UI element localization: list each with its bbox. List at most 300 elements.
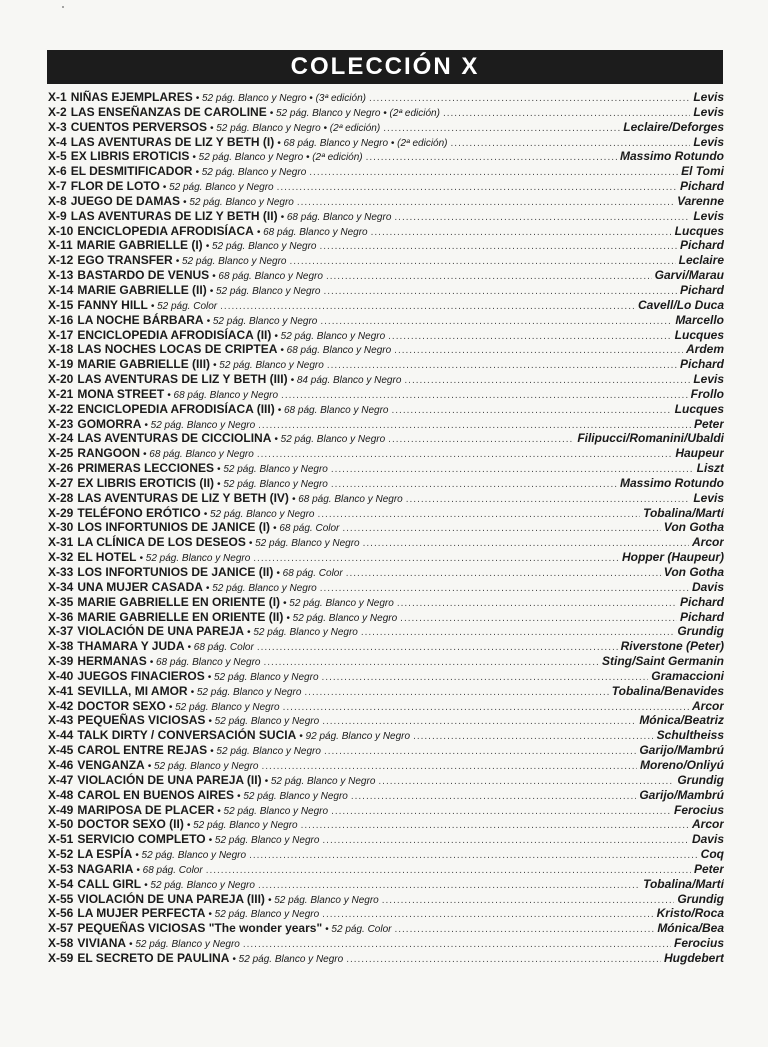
entry-code: X-17: [48, 327, 74, 342]
leader-dots: [304, 687, 608, 698]
entry-details: • 52 pág. Blanco y Negro: [168, 701, 280, 713]
leader-dots: [382, 895, 675, 906]
leader-dots: [257, 449, 672, 460]
entry-author: Massimo Rotundo: [620, 475, 724, 490]
entry-title: UNA MUJER CASADA: [77, 579, 203, 594]
entry-author: Massimo Rotundo: [620, 149, 724, 164]
entry-code: X-40: [48, 668, 74, 683]
catalog-entry: [48, 135, 724, 150]
entry-author: Schultheiss: [656, 728, 724, 743]
entry-author: Moreno/Onliyú: [640, 757, 724, 772]
leader-dots: [394, 924, 654, 935]
entry-details: • 68 pág. Blanco y Negro: [143, 449, 254, 461]
leader-dots: [220, 301, 635, 312]
leader-dots: [346, 568, 661, 579]
entry-details: • 52 pág. Blanco y Negro: [267, 894, 379, 906]
catalog-entry: [48, 238, 724, 253]
entry-title: LAS AVENTURAS DE LIZ Y BETH (IV): [77, 490, 289, 505]
catalog-entry: [48, 713, 724, 728]
entry-author: Arcor: [691, 817, 724, 832]
leader-dots: [392, 405, 672, 416]
entry-author: Leclaire/Deforges: [623, 119, 724, 134]
entry-code: X-19: [48, 357, 74, 372]
entry-details: • 52 pág. Blanco y Negro: [237, 790, 348, 802]
scan-speck: [62, 6, 64, 8]
entry-author: Peter: [693, 416, 724, 431]
entry-details: • 52 pág. Blanco y Negro: [283, 597, 394, 609]
entry-title: MARIE GABRIELLE (II): [77, 282, 207, 297]
leader-dots: [283, 702, 689, 713]
leader-dots: [363, 538, 689, 549]
catalog-entry: [48, 342, 724, 357]
entry-code: X-53: [48, 861, 74, 876]
entry-author: Pichard: [679, 609, 724, 624]
leader-dots: [331, 806, 671, 817]
leader-dots: [366, 152, 617, 163]
catalog-entry: [48, 328, 724, 343]
entry-title: ENCICLOPEDIA AFRODISÍACA: [77, 223, 254, 238]
entry-author: Tobalina/Benavides: [611, 683, 724, 698]
entry-code: X-13: [48, 268, 74, 283]
entry-details: • 68 pág. Blanco y Negro: [291, 493, 403, 505]
catalog-entry: [48, 253, 724, 268]
entry-details: • 52 pág. Blanco y Negro: [248, 538, 360, 550]
catalog-entry: [48, 164, 724, 179]
entry-author: Ferocius: [673, 936, 724, 951]
entry-author: Filipucci/Romanini/Ubaldi: [577, 431, 724, 446]
catalog-entry: [48, 402, 724, 417]
entry-details: • 68 pág. Color: [187, 642, 254, 654]
entry-code: X-23: [48, 416, 74, 431]
entry-details: • 68 pág. Blanco y Negro: [149, 657, 261, 669]
leader-dots: [394, 212, 690, 223]
entry-code: X-20: [48, 372, 74, 387]
entry-author: Lucques: [674, 327, 724, 342]
catalog-entry: [48, 951, 724, 966]
entry-author: Pichard: [679, 357, 724, 372]
entry-title: VIOLACIÓN DE UNA PAREJA (II): [77, 772, 262, 787]
entry-title: DOCTOR SEXO: [77, 698, 166, 713]
entry-author: Riverstone (Peter): [620, 639, 724, 654]
entry-details: • 52 pág. Blanco y Negro: [208, 909, 320, 921]
entry-details: • 52 pág. Blanco y Negro: [209, 285, 321, 297]
leader-dots: [397, 598, 677, 609]
entry-details: • 68 pág. Color: [136, 864, 203, 876]
entry-author: Pichard: [679, 594, 724, 609]
entry-code: X-31: [48, 535, 74, 550]
catalog-entry: [48, 491, 724, 506]
leader-dots: [319, 241, 677, 252]
leader-dots: [371, 227, 672, 238]
catalog-entry: [48, 877, 724, 892]
collection-banner: [47, 50, 723, 84]
leader-dots: [322, 716, 636, 727]
catalog-entry: [48, 580, 724, 595]
entry-code: X-1: [48, 90, 67, 104]
entry-code: X-2: [48, 104, 67, 119]
catalog-entry: [48, 669, 724, 684]
entry-code: X-50: [48, 817, 74, 832]
entry-details: • 52 pág. Blanco y Negro: [195, 167, 307, 179]
entry-code: X-55: [48, 891, 74, 906]
entry-code: X-32: [48, 550, 74, 565]
catalog-entry: [48, 936, 724, 951]
entry-code: X-57: [48, 921, 74, 936]
entry-details: • 52 pág. Blanco y Negro: [217, 464, 328, 476]
catalog-entry: [48, 535, 724, 550]
catalog-entry: [48, 847, 724, 862]
entry-author: Varenne: [677, 193, 724, 208]
catalog-entry: [48, 728, 724, 743]
catalog-entry: [48, 595, 724, 610]
entry-code: X-58: [48, 936, 74, 951]
entry-title: PEQUEÑAS VICIOSAS "The wonder years": [77, 921, 323, 936]
catalog-entry: [48, 803, 724, 818]
catalog-entry: [48, 387, 724, 402]
catalog-entry: [48, 298, 724, 313]
entry-title: MARIE GABRIELLE (III): [77, 357, 211, 372]
catalog-entry: [48, 699, 724, 714]
leader-dots: [243, 939, 671, 950]
leader-dots: [318, 509, 641, 520]
leader-dots: [326, 271, 652, 282]
catalog-entry: [48, 654, 724, 669]
entry-details: • 52 pág. Blanco y Negro: [206, 315, 318, 327]
entry-details: • 52 pág. Blanco y Negro: [274, 434, 386, 446]
entry-author: Levis: [693, 490, 724, 505]
catalog-entry: [48, 520, 724, 535]
entry-details: • 52 pág. Blanco y Negro: [205, 582, 317, 594]
entry-details: • 52 pág. Blanco y Negro: [144, 419, 256, 431]
catalog-entry: [48, 357, 724, 372]
entry-title: FANNY HILL: [77, 297, 148, 312]
leader-dots: [327, 360, 677, 371]
entry-author: Hugdebert: [664, 950, 724, 965]
entry-author: Von Gotha: [663, 520, 724, 535]
leader-dots: [404, 375, 690, 386]
entry-title: VIVIANA: [77, 936, 127, 951]
entry-title: RANGOON: [77, 446, 141, 461]
entry-details: • 52 pág. Blanco y Negro • (2ª edición): [192, 152, 363, 164]
catalog-entry: [48, 639, 724, 654]
leader-dots: [262, 761, 638, 772]
entry-details: • 52 pág. Blanco y Negro: [286, 612, 398, 624]
entry-details: • 52 pág. Blanco y Negro: [129, 939, 240, 951]
catalog-entry: [48, 149, 724, 164]
entry-details: • 52 pág. Blanco y Negro: [190, 686, 302, 698]
catalog-entry: [48, 817, 724, 832]
catalog-entry: [48, 743, 724, 758]
entry-details: • 52 pág. Blanco y Negro: [186, 820, 298, 832]
entry-title: PRIMERAS LECCIONES: [77, 461, 215, 476]
catalog-entry: [48, 832, 724, 847]
catalog-entry: [48, 224, 724, 239]
entry-title: HERMANAS: [77, 654, 147, 669]
leader-dots: [346, 954, 661, 965]
entry-author: Davis: [691, 579, 724, 594]
entry-title: EX LIBRIS EROTICIS (II): [77, 475, 215, 490]
entry-details: • 52 pág. Blanco y Negro: [232, 953, 344, 965]
entry-code: X-26: [48, 461, 74, 476]
leader-dots: [258, 420, 691, 431]
entry-details: • 52 pág. Blanco y Negro: [210, 746, 321, 758]
catalog-entry: [48, 179, 724, 194]
entry-code: X-21: [48, 386, 74, 401]
entry-details: • 52 pág. Blanco y Negro • (2ª edición): [269, 107, 440, 119]
entry-title: DOCTOR SEXO (II): [77, 817, 184, 832]
entry-author: Arcor: [691, 698, 724, 713]
entry-details: • 68 pág. Blanco y Negro: [280, 345, 392, 357]
entry-title: CAROL ENTRE REJAS: [77, 743, 208, 758]
catalog-entry: [48, 268, 724, 283]
entry-code: X-33: [48, 565, 74, 579]
entry-author: Pichard: [679, 238, 724, 253]
entry-details: • 52 pág. Blanco y Negro: [207, 671, 319, 683]
entry-details: • 52 pág. Blanco y Negro • (2ª edición): [209, 122, 381, 134]
entry-author: Levis: [693, 104, 724, 119]
entry-details: • 68 pág. Blanco y Negro • (2ª edición): [277, 137, 448, 149]
entry-title: ENCICLOPEDIA AFRODISÍACA (III): [77, 401, 275, 416]
entry-author: Mónica/Beatriz: [639, 713, 724, 728]
entry-title: LA MUJER PERFECTA: [77, 906, 206, 921]
catalog-list: [48, 90, 724, 966]
entry-title: EL SECRETO DE PAULINA: [77, 950, 230, 965]
entry-title: MARIE GABRIELLE EN ORIENTE (I): [77, 594, 281, 609]
entry-details: • 52 pág. Blanco y Negro: [203, 508, 315, 520]
leader-dots: [331, 464, 694, 475]
entry-title: EGO TRANSFER: [77, 253, 173, 268]
entry-details: • 68 pág. Color: [273, 523, 340, 535]
catalog-entry: [48, 461, 724, 476]
entry-author: Lucques: [674, 223, 724, 238]
entry-code: X-22: [48, 401, 74, 416]
catalog-entry: [48, 773, 724, 788]
entry-code: X-51: [48, 832, 74, 847]
entry-code: X-46: [48, 757, 74, 772]
entry-title: MARIPOSA DE PLACER: [77, 802, 215, 817]
entry-author: Liszt: [696, 461, 724, 476]
entry-details: • 52 pág. Blanco y Negro: [208, 716, 320, 728]
entry-title: THAMARA Y JUDA: [77, 639, 185, 654]
leader-dots: [451, 138, 691, 149]
leader-dots: [206, 865, 691, 876]
entry-author: Lucques: [674, 401, 724, 416]
entry-details: • 52 pág. Blanco y Negro: [264, 775, 376, 787]
entry-code: X-8: [48, 193, 67, 208]
catalog-entry: [48, 624, 724, 639]
entry-code: X-56: [48, 906, 74, 921]
entry-code: X-34: [48, 579, 74, 594]
leader-dots: [309, 167, 678, 178]
entry-author: Ferocius: [673, 802, 724, 817]
leader-dots: [394, 345, 683, 356]
leader-dots: [443, 108, 690, 119]
entry-details: • 52 pág. Blanco y Negro: [162, 182, 274, 194]
entry-title: PEQUEÑAS VICIOSAS: [77, 713, 206, 728]
entry-code: X-14: [48, 282, 74, 297]
entry-code: X-16: [48, 312, 74, 327]
entry-author: El Tomi: [681, 164, 724, 179]
entry-title: LA NOCHE BÁRBARA: [77, 312, 204, 327]
leader-dots: [257, 642, 618, 653]
entry-title: TALK DIRTY / CONVERSACIÓN SUCIA: [77, 728, 297, 743]
entry-title: EL DESMITIFICADOR: [70, 164, 193, 179]
catalog-entry: [48, 90, 724, 105]
entry-author: Ardem: [685, 342, 724, 357]
leader-dots: [331, 479, 617, 490]
entry-title: FLOR DE LOTO: [70, 179, 160, 194]
leader-dots: [264, 657, 599, 668]
catalog-entry: [48, 194, 724, 209]
catalog-entry: [48, 209, 724, 224]
entry-details: • 52 pág. Blanco y Negro: [183, 196, 294, 208]
entry-title: CUENTOS PERVERSOS: [70, 119, 207, 134]
leader-dots: [281, 390, 688, 401]
entry-code: X-3: [48, 119, 67, 134]
entry-title: LAS NOCHES LOCAS DE CRIPTEA: [77, 342, 278, 357]
entry-code: X-10: [48, 223, 74, 238]
entry-title: LOS INFORTUNIOS DE JANICE (II): [77, 565, 274, 579]
entry-title: ENCICLOPEDIA AFRODISÍACA (II): [77, 327, 272, 342]
entry-details: • 68 pág. Blanco y Negro: [280, 211, 392, 223]
entry-author: Levis: [693, 134, 724, 149]
entry-title: LAS AVENTURAS DE LIZ Y BETH (III): [77, 372, 288, 387]
catalog-entry: [48, 610, 724, 625]
leader-dots: [413, 731, 654, 742]
entry-title: JUEGO DE DAMAS: [70, 193, 181, 208]
entry-details: • 52 pág. Blanco y Negro: [147, 760, 259, 772]
entry-title: SEVILLA, MI AMOR: [77, 683, 188, 698]
entry-title: BASTARDO DE VENUS: [77, 268, 210, 283]
entry-code: X-4: [48, 134, 67, 149]
entry-author: Garijo/Mambrú: [639, 787, 724, 802]
leader-dots: [253, 553, 619, 564]
entry-author: Garijo/Mambrú: [639, 743, 724, 758]
leader-dots: [369, 93, 690, 104]
entry-title: GOMORRA: [77, 416, 142, 431]
entry-author: Tobalina/Martí: [643, 876, 724, 891]
entry-code: X-30: [48, 520, 74, 535]
entry-title: LAS AVENTURAS DE LIZ Y BETH (I): [70, 134, 275, 149]
entry-code: X-59: [48, 950, 74, 965]
leader-dots: [323, 286, 677, 297]
catalog-entry: [48, 862, 724, 877]
leader-dots: [324, 746, 636, 757]
entry-title: MARIE GABRIELLE (I): [76, 238, 203, 253]
catalog-entry: [48, 105, 724, 120]
entry-title: CALL GIRL: [77, 876, 142, 891]
entry-author: Frollo: [690, 386, 724, 401]
leader-dots: [342, 523, 660, 534]
entry-author: Marcello: [675, 312, 724, 327]
leader-dots: [301, 820, 689, 831]
entry-title: LAS ENSEÑANZAS DE CAROLINE: [70, 104, 267, 119]
entry-details: • 52 pág. Blanco y Negro: [139, 553, 251, 565]
entry-details: • 52 pág. Blanco y Negro: [135, 850, 247, 862]
leader-dots: [322, 909, 653, 920]
entry-code: X-45: [48, 743, 74, 758]
leader-dots: [388, 331, 672, 342]
catalog-entry: [48, 120, 724, 135]
leader-dots: [320, 583, 689, 594]
catalog-entry: [48, 892, 724, 907]
entry-code: X-11: [48, 238, 73, 253]
leader-dots: [388, 434, 574, 445]
entry-code: X-44: [48, 728, 74, 743]
leader-dots: [351, 791, 636, 802]
entry-code: X-37: [48, 624, 74, 639]
catalog-entry: [48, 372, 724, 387]
entry-author: Grundig: [677, 891, 724, 906]
catalog-entry: [48, 758, 724, 773]
entry-title: SERVICIO COMPLETO: [77, 832, 206, 847]
entry-code: X-12: [48, 253, 74, 268]
entry-code: X-36: [48, 609, 74, 624]
entry-code: X-27: [48, 475, 74, 490]
entry-title: JUEGOS FINACIEROS: [77, 668, 205, 683]
entry-details: • 52 pág. Blanco y Negro: [274, 330, 386, 342]
entry-code: X-38: [48, 639, 74, 654]
catalog-entry: [48, 921, 724, 936]
catalog-entry: [48, 684, 724, 699]
entry-author: Levis: [693, 90, 724, 104]
entry-details: • 52 pág. Blanco y Negro: [217, 805, 329, 817]
catalog-entry: [48, 550, 724, 565]
entry-author: Arcor: [691, 535, 724, 550]
entry-author: Levis: [693, 372, 724, 387]
entry-code: X-41: [48, 683, 74, 698]
entry-details: • 52 pág. Blanco y Negro: [213, 360, 324, 372]
entry-author: Grundig: [677, 772, 724, 787]
entry-title: LOS INFORTUNIOS DE JANICE (I): [77, 520, 271, 535]
entry-code: X-43: [48, 713, 74, 728]
leader-dots: [322, 835, 689, 846]
entry-details: • 52 pág. Blanco y Negro: [247, 627, 358, 639]
entry-title: VENGANZA: [77, 757, 145, 772]
entry-author: Cavell/Lo Duca: [637, 297, 724, 312]
entry-code: X-15: [48, 297, 74, 312]
entry-title: VIOLACIÓN DE UNA PAREJA: [77, 624, 245, 639]
entry-author: Hopper (Haupeur): [622, 550, 724, 565]
entry-details: • 92 pág. Blanco y Negro: [299, 731, 411, 743]
entry-code: X-7: [48, 179, 67, 194]
entry-title: CAROL EN BUENOS AIRES: [77, 787, 235, 802]
entry-code: X-5: [48, 149, 67, 164]
entry-author: Pichard: [679, 282, 724, 297]
entry-details: • 52 pág. Blanco y Negro: [144, 879, 255, 891]
leader-dots: [378, 776, 674, 787]
entry-title: LA CLÍNICA DE LOS DESEOS: [77, 535, 246, 550]
entry-details: • 68 pág. Color: [276, 568, 343, 579]
entry-details: • 52 pág. Blanco y Negro: [205, 241, 317, 253]
entry-author: Davis: [691, 832, 724, 847]
entry-code: X-39: [48, 654, 74, 669]
entry-title: MONA STREET: [77, 386, 165, 401]
entry-author: Von Gotha: [663, 565, 724, 579]
entry-title: VIOLACIÓN DE UNA PAREJA (III): [77, 891, 265, 906]
entry-code: X-49: [48, 802, 74, 817]
entry-code: X-52: [48, 847, 74, 862]
catalog-entry: [48, 788, 724, 803]
leader-dots: [277, 182, 677, 193]
entry-code: X-29: [48, 505, 74, 520]
entry-author: Leclaire: [678, 253, 724, 268]
entry-author: Peter: [693, 861, 724, 876]
entry-details: • 68 pág. Blanco y Negro: [256, 226, 368, 238]
entry-title: LAS AVENTURAS DE LIZ Y BETH (II): [70, 208, 278, 223]
leader-dots: [322, 672, 649, 683]
entry-code: X-54: [48, 876, 74, 891]
